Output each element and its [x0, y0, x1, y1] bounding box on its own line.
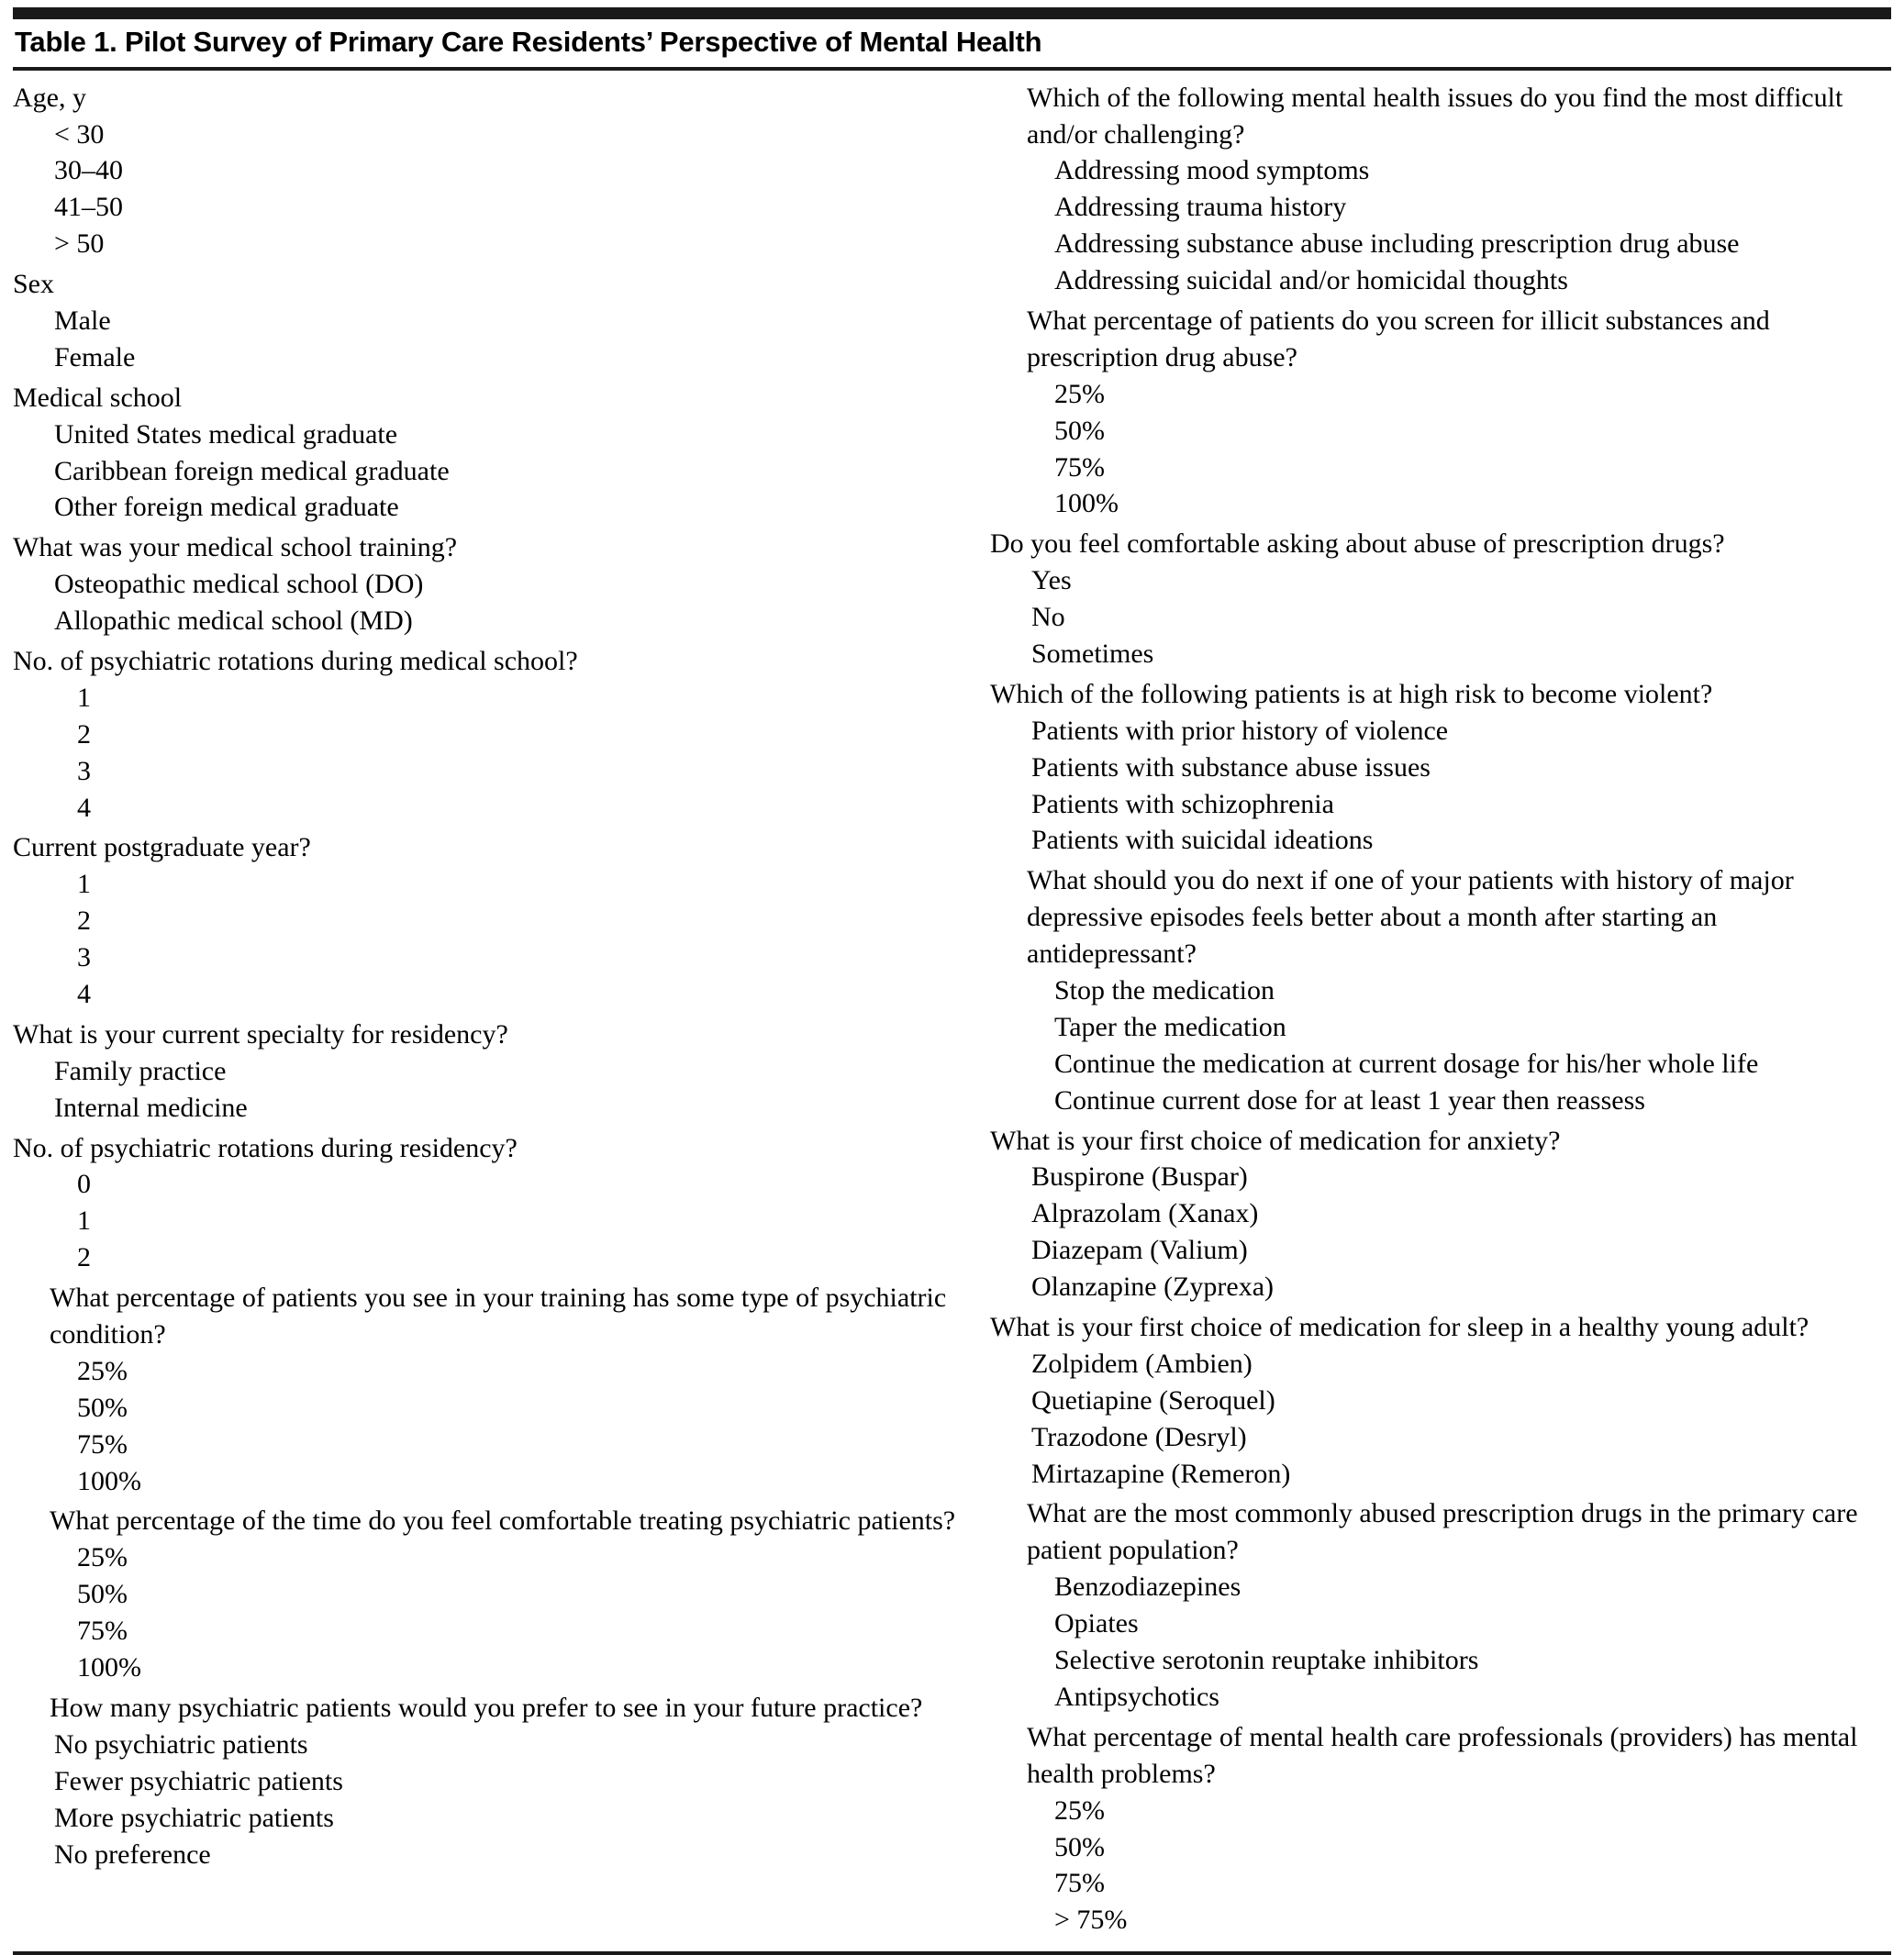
survey-question-block	[990, 1495, 1891, 1715]
survey-option: 25%	[1054, 1794, 1105, 1826]
survey-question-block	[13, 80, 966, 262]
survey-option: 100%	[77, 1465, 141, 1496]
survey-option: Diazepam (Valium)	[1031, 1235, 1248, 1266]
survey-option: 100%	[1054, 488, 1119, 519]
survey-question-block	[13, 1690, 966, 1872]
survey-question-text: Sex	[13, 269, 54, 300]
survey-option: 50%	[1054, 415, 1105, 446]
survey-option: Continue current dose for at least 1 year then reassess	[1054, 1084, 1645, 1116]
survey-question-text: What is your current specialty for residency?	[13, 1018, 508, 1050]
survey-question-block	[13, 380, 966, 527]
survey-option: 75%	[77, 1428, 128, 1460]
survey-option: 75%	[1054, 451, 1105, 483]
table-column-left	[13, 80, 990, 1877]
survey-question-text: What is your first choice of medication for sleep in a healthy young adult?	[990, 1312, 1809, 1343]
survey-option: 4	[77, 979, 91, 1010]
survey-option: 2	[77, 905, 91, 937]
survey-option: Allopathic medical school (MD)	[54, 605, 413, 637]
survey-option: Olanzapine (Zyprexa)	[1031, 1272, 1275, 1303]
survey-option: Internal medicine	[54, 1092, 248, 1123]
survey-option: 50%	[1054, 1831, 1105, 1862]
table-bottom-rule	[13, 1951, 1891, 1955]
survey-option: 1	[77, 1205, 91, 1237]
survey-option: Caribbean foreign medical graduate	[54, 455, 450, 486]
survey-option: Addressing mood symptoms	[1054, 155, 1370, 186]
survey-question-block	[990, 303, 1891, 522]
table-column-right	[990, 80, 1891, 1943]
survey-option: Stop the medication	[1054, 975, 1275, 1006]
survey-question-block	[990, 526, 1891, 672]
survey-question-block	[13, 829, 966, 1012]
survey-option: 75%	[77, 1616, 128, 1647]
survey-question-text: Current postgraduate year?	[13, 832, 311, 863]
survey-question-text: How many psychiatric patients would you prefer to see in your future practice?	[50, 1692, 923, 1723]
survey-option: 25%	[1054, 378, 1105, 409]
survey-option: More psychiatric patients	[54, 1802, 334, 1833]
survey-option: Patients with prior history of violence	[1031, 715, 1449, 746]
survey-option: Opiates	[1054, 1608, 1139, 1639]
survey-option: 3	[77, 942, 91, 973]
survey-question-text: What percentage of patients do you screen for illicit substances and prescription drug abuse?	[1027, 305, 1770, 372]
survey-question-text: What percentage of the time do you feel comfortable treating psychiatric patients?	[50, 1505, 956, 1537]
survey-option: Female	[54, 341, 136, 372]
survey-option: 1	[77, 869, 91, 900]
survey-question-block	[990, 80, 1891, 299]
survey-option: United States medical graduate	[54, 418, 398, 450]
survey-option: Family practice	[54, 1055, 227, 1086]
survey-question-block	[13, 1503, 966, 1685]
survey-option: 2	[77, 718, 91, 750]
survey-option: 75%	[1054, 1868, 1105, 1899]
survey-option: 25%	[77, 1355, 128, 1386]
survey-question-text: Which of the following patients is at high risk to become violent?	[990, 678, 1713, 709]
survey-option: Mirtazapine (Remeron)	[1031, 1458, 1291, 1489]
survey-option: Trazodone (Desryl)	[1031, 1421, 1247, 1452]
survey-question-text: No. of psychiatric rotations during residency?	[13, 1132, 518, 1163]
survey-option: 2	[77, 1242, 91, 1273]
survey-question-text: Medical school	[13, 382, 183, 413]
survey-option: Taper the medication	[1054, 1011, 1286, 1042]
table-body	[13, 71, 1891, 1943]
survey-question-block	[990, 1309, 1891, 1492]
survey-option: Other foreign medical graduate	[54, 492, 399, 523]
survey-option: Quetiapine (Seroquel)	[1031, 1384, 1275, 1416]
survey-option: No preference	[54, 1838, 211, 1870]
survey-option: Antipsychotics	[1054, 1681, 1219, 1712]
survey-option: 4	[77, 792, 91, 823]
survey-question-text: No. of psychiatric rotations during medical school?	[13, 646, 578, 676]
survey-option: Buspirone (Buspar)	[1031, 1161, 1248, 1193]
survey-option: 100%	[77, 1652, 141, 1683]
survey-option: < 30	[54, 118, 105, 150]
survey-option: Alprazolam (Xanax)	[1031, 1198, 1259, 1229]
survey-option: Selective serotonin reuptake inhibitors	[1054, 1645, 1479, 1676]
survey-option: Osteopathic medical school (DO)	[54, 569, 424, 600]
survey-question-text: Age, y	[13, 82, 86, 113]
survey-option: 25%	[77, 1542, 128, 1573]
survey-option: 41–50	[54, 192, 123, 223]
survey-option: 30–40	[54, 155, 123, 186]
survey-option: Benzodiazepines	[1054, 1572, 1241, 1603]
survey-question-text: What are the most commonly abused prescription drugs in the primary care patient population?	[1027, 1498, 1858, 1566]
survey-option: Patients with substance abuse issues	[1031, 751, 1431, 783]
survey-question-block	[13, 1280, 966, 1499]
survey-option: Addressing substance abuse including prescription drug abuse	[1054, 228, 1740, 260]
survey-question-block	[13, 643, 966, 826]
survey-option: Zolpidem (Ambien)	[1031, 1348, 1253, 1379]
survey-option: Addressing suicidal and/or homicidal thoughts	[1054, 265, 1568, 296]
survey-option: Yes	[1031, 565, 1072, 596]
survey-option: > 50	[54, 228, 105, 260]
survey-option: > 75%	[1054, 1905, 1128, 1936]
survey-question-text: Which of the following mental health issues do you find the most difficult and/or challenging?	[1027, 82, 1843, 150]
table-top-rule	[13, 7, 1891, 19]
survey-option: 1	[77, 682, 91, 713]
survey-option: 0	[77, 1169, 91, 1200]
survey-option: Sometimes	[1031, 639, 1154, 669]
page-title: Table 1. Pilot Survey of Primary Care Residents’ Perspective of Mental Health	[15, 26, 1042, 58]
survey-option: Fewer psychiatric patients	[54, 1765, 343, 1796]
survey-question-block	[13, 529, 966, 639]
survey-option: Addressing trauma history	[1054, 192, 1347, 223]
table-title-row	[13, 19, 1891, 67]
survey-question-text: What was your medical school training?	[13, 532, 458, 563]
survey-option: 50%	[77, 1579, 128, 1610]
survey-option: 3	[77, 755, 91, 786]
survey-question-block	[990, 1719, 1891, 1938]
survey-option: No	[1031, 602, 1065, 633]
table-container	[0, 7, 1904, 1955]
survey-question-block	[990, 1123, 1891, 1305]
survey-question-text: What should you do next if one of your patients with history of major depressive episodes feels better about a month after starting an antidepressant?	[1027, 865, 1794, 970]
survey-question-block	[13, 1016, 966, 1127]
survey-question-block	[990, 676, 1891, 859]
survey-question-text: Do you feel comfortable asking about abuse of prescription drugs?	[990, 528, 1725, 560]
survey-option: Male	[54, 305, 111, 336]
survey-option: Patients with suicidal ideations	[1031, 825, 1374, 856]
survey-question-block	[990, 862, 1891, 1118]
survey-question-text: What percentage of mental health care professionals (providers) has mental health problems?	[1027, 1721, 1858, 1789]
survey-question-block	[13, 1130, 966, 1277]
survey-question-text: What is your first choice of medication for anxiety?	[990, 1125, 1561, 1156]
survey-question-block	[13, 266, 966, 376]
survey-option: Patients with schizophrenia	[1031, 788, 1334, 819]
survey-option: 50%	[77, 1392, 128, 1423]
survey-option: No psychiatric patients	[54, 1728, 308, 1760]
survey-option: Continue the medication at current dosage for his/her whole life	[1054, 1048, 1759, 1079]
survey-question-text: What percentage of patients you see in your training has some type of psychiatric condition?	[50, 1283, 947, 1350]
